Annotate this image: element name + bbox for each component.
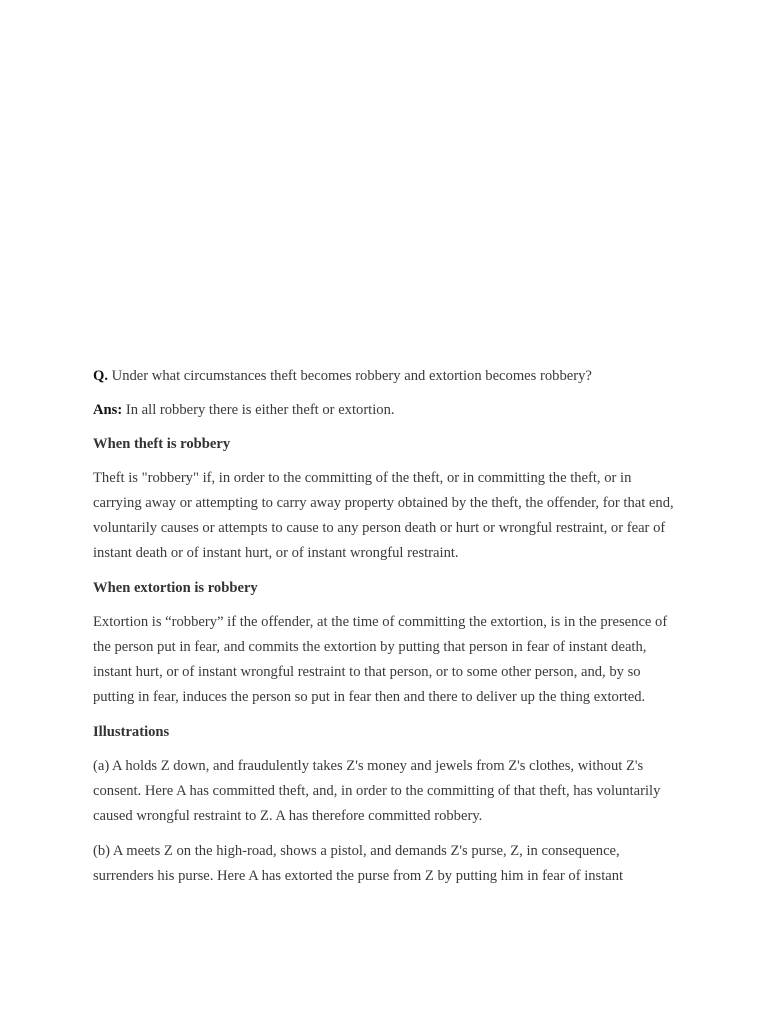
section-heading-theft: When theft is robbery <box>93 436 231 452</box>
question-label: Q. <box>93 368 108 384</box>
answer-text: In all robbery there is either theft or extortion. <box>125 402 395 418</box>
illustration-a: (a) A holds Z down, and fraudulently takes Z's money and jewels from Z's clothes, without Z's consent. Here A has committed theft, and, in order to the committing of that theft, has voluntarily caused wrongful restraint to Z. A has therefore committed robbery. <box>93 758 661 824</box>
section-body-theft: Theft is "robbery" if, in order to the committing of the theft, or in committing the theft, or in carrying away or attempting to carry away property obtained by the theft, the offender, for that end, voluntarily causes or attempts to cause to any person death or hurt or wrongful restraint, or fear of instant death or of instant hurt, or of instant wrongful restraint. <box>93 470 674 561</box>
question-paragraph <box>93 364 683 389</box>
document-body <box>93 364 683 899</box>
question-text: Under what circumstances theft becomes robbery and extortion becomes robbery? <box>111 368 592 384</box>
illustration-b: (b) A meets Z on the high-road, shows a pistol, and demands Z's purse, Z, in consequence, surrenders his purse. Here A has extorted the purse from Z by putting him in fear of instant <box>93 843 624 884</box>
answer-paragraph <box>93 398 683 423</box>
section-heading-extortion: When extortion is robbery <box>93 580 258 596</box>
section-body-extortion: Extortion is “robbery” if the offender, at the time of committing the extortion, is in the presence of the person put in fear, and commits the extortion by putting that person in fear of instant death, instant hurt, or of instant wrongful restraint to that person, or to some other person, and, by so putting in fear, induces the person so put in fear then and there to deliver up the thing extorted. <box>93 614 668 705</box>
illustrations-heading: Illustrations <box>93 724 170 740</box>
answer-label: Ans: <box>93 402 123 418</box>
